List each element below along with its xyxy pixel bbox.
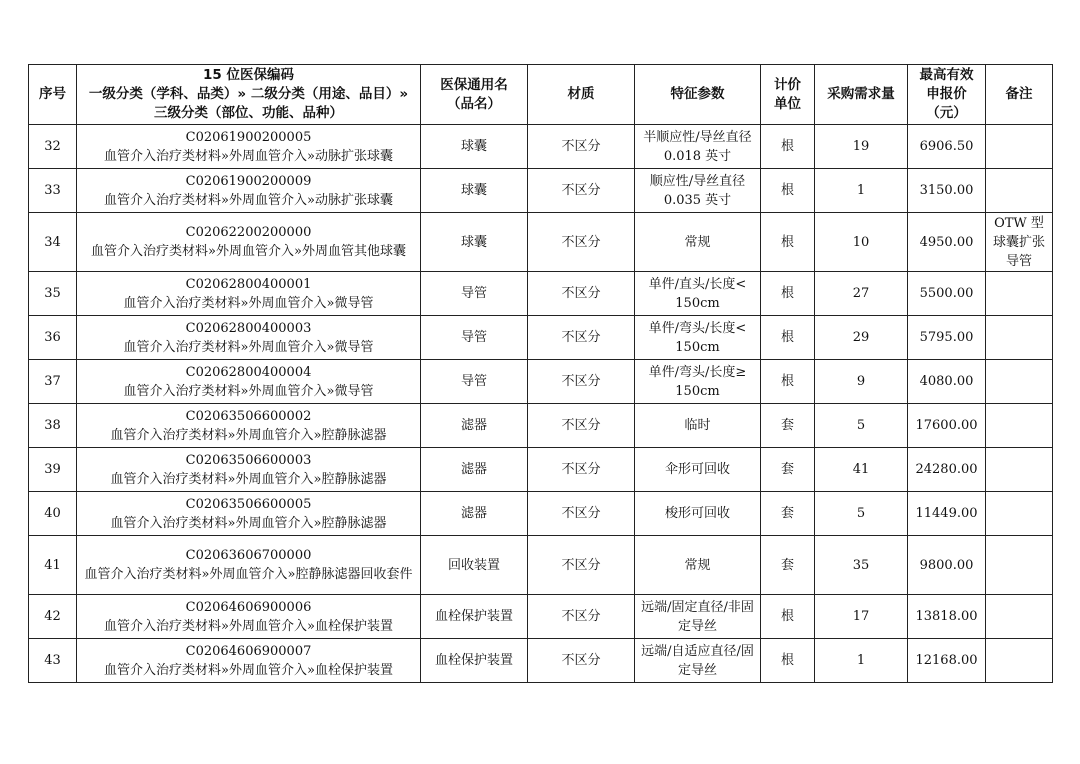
row-name: 球囊 [421, 213, 528, 272]
row-qty: 19 [815, 125, 908, 169]
row-note [986, 448, 1053, 492]
procurement-table [28, 64, 1053, 683]
row-spec: 梭形可回收 [635, 492, 761, 536]
row-material: 不区分 [528, 213, 635, 272]
row-code-number: C02062800400001 [185, 276, 312, 292]
row-price: 17600.00 [908, 404, 986, 448]
row-price: 11449.00 [908, 492, 986, 536]
row-seq: 39 [29, 448, 77, 492]
header-spec: 特征参数 [635, 65, 761, 125]
row-price: 5795.00 [908, 316, 986, 360]
row-code-number: C02063606700000 [185, 548, 312, 563]
row-name: 导管 [421, 272, 528, 316]
table-row [29, 595, 1053, 639]
row-note [986, 492, 1053, 536]
row-seq: 34 [29, 213, 77, 272]
row-note [986, 595, 1053, 639]
row-code [77, 316, 421, 360]
header-name: 医保通用名 （品名） [421, 65, 528, 125]
row-code-number: C02063506600003 [185, 452, 312, 468]
row-name: 滤器 [421, 492, 528, 536]
row-material: 不区分 [528, 492, 635, 536]
table-row [29, 639, 1053, 683]
row-price: 4080.00 [908, 360, 986, 404]
row-category: 血管介入治疗类材料»外周血管介入»动脉扩张球囊 [104, 148, 393, 164]
row-material: 不区分 [528, 316, 635, 360]
row-seq: 33 [29, 169, 77, 213]
row-unit: 根 [761, 125, 815, 169]
row-code [77, 595, 421, 639]
row-price: 6906.50 [908, 125, 986, 169]
row-code-number: C02064606900007 [185, 643, 312, 659]
row-unit: 根 [761, 639, 815, 683]
table-row [29, 536, 1053, 595]
row-qty: 5 [815, 404, 908, 448]
row-seq: 41 [29, 536, 77, 595]
row-unit: 根 [761, 213, 815, 272]
row-spec: 单件/直头/长度< 150cm [635, 272, 761, 316]
row-name: 滤器 [421, 448, 528, 492]
row-spec: 单件/弯头/长度< 150cm [635, 316, 761, 360]
row-name: 回收装置 [421, 536, 528, 595]
row-qty: 29 [815, 316, 908, 360]
row-seq: 42 [29, 595, 77, 639]
row-name: 球囊 [421, 169, 528, 213]
row-price: 3150.00 [908, 169, 986, 213]
row-material: 不区分 [528, 448, 635, 492]
row-spec: 伞形可回收 [635, 448, 761, 492]
row-price: 5500.00 [908, 272, 986, 316]
row-material: 不区分 [528, 169, 635, 213]
row-seq: 43 [29, 639, 77, 683]
row-material: 不区分 [528, 272, 635, 316]
row-code [77, 360, 421, 404]
row-code-number: C02063506600005 [185, 496, 312, 512]
header-qty: 采购需求量 [815, 65, 908, 125]
row-category: 血管介入治疗类材料»外周血管介入»动脉扩张球囊 [104, 192, 393, 208]
row-code [77, 125, 421, 169]
table-row [29, 492, 1053, 536]
row-material: 不区分 [528, 360, 635, 404]
row-category: 血管介入治疗类材料»外周血管介入»外周血管其他球囊 [91, 244, 406, 259]
row-qty: 10 [815, 213, 908, 272]
row-price: 13818.00 [908, 595, 986, 639]
row-qty: 27 [815, 272, 908, 316]
row-unit: 根 [761, 316, 815, 360]
row-name: 导管 [421, 360, 528, 404]
row-qty: 17 [815, 595, 908, 639]
row-category: 血管介入治疗类材料»外周血管介入»微导管 [123, 339, 374, 355]
row-name: 血栓保护装置 [421, 595, 528, 639]
row-qty: 1 [815, 639, 908, 683]
row-price: 4950.00 [908, 213, 986, 272]
row-seq: 32 [29, 125, 77, 169]
row-spec: 远端/固定直径/非固定导丝 [635, 595, 761, 639]
row-spec: 单件/弯头/长度≥ 150cm [635, 360, 761, 404]
row-material: 不区分 [528, 404, 635, 448]
row-spec: 半顺应性/导丝直径 0.018 英寸 [635, 125, 761, 169]
row-qty: 5 [815, 492, 908, 536]
table-row [29, 360, 1053, 404]
row-note [986, 536, 1053, 595]
header-seq: 序号 [29, 65, 77, 125]
row-code [77, 404, 421, 448]
row-price: 12168.00 [908, 639, 986, 683]
row-unit: 根 [761, 169, 815, 213]
row-price: 24280.00 [908, 448, 986, 492]
row-unit: 套 [761, 536, 815, 595]
row-seq: 36 [29, 316, 77, 360]
row-seq: 37 [29, 360, 77, 404]
header-code: 15 位医保编码 一级分类（学科、品类）» 二级分类（用途、品目）» 三级分类（部位、功能、品种） [77, 65, 421, 125]
row-category: 血管介入治疗类材料»外周血管介入»腔静脉滤器 [110, 515, 387, 531]
row-code-number: C02061900200005 [185, 129, 312, 145]
table-body [29, 125, 1053, 683]
row-unit: 根 [761, 360, 815, 404]
row-qty: 41 [815, 448, 908, 492]
header-price: 最高有效 申报价 （元） [908, 65, 986, 125]
row-seq: 35 [29, 272, 77, 316]
row-category: 血管介入治疗类材料»外周血管介入»微导管 [123, 383, 374, 399]
row-code-number: C02062800400004 [185, 364, 312, 380]
row-code-number: C02063506600002 [185, 408, 312, 424]
row-qty: 9 [815, 360, 908, 404]
row-unit: 根 [761, 272, 815, 316]
row-code-number: C02062800400003 [185, 320, 312, 336]
table-row [29, 316, 1053, 360]
row-category: 血管介入治疗类材料»外周血管介入»微导管 [123, 295, 374, 311]
row-note [986, 272, 1053, 316]
row-material: 不区分 [528, 536, 635, 595]
row-category: 血管介入治疗类材料»外周血管介入»腔静脉滤器回收套件 [84, 567, 413, 582]
row-code-number: C02062200200000 [185, 225, 312, 240]
row-code [77, 639, 421, 683]
table-header-row [29, 65, 1053, 125]
row-code [77, 448, 421, 492]
row-qty: 35 [815, 536, 908, 595]
row-note [986, 360, 1053, 404]
header-unit: 计价 单位 [761, 65, 815, 125]
row-note: OTW 型球囊扩张导管 [986, 213, 1053, 272]
row-material: 不区分 [528, 595, 635, 639]
row-name: 滤器 [421, 404, 528, 448]
row-code-number: C02061900200009 [185, 173, 312, 189]
row-qty: 1 [815, 169, 908, 213]
table-row [29, 448, 1053, 492]
row-spec: 常规 [635, 213, 761, 272]
row-spec: 远端/自适应直径/固定导丝 [635, 639, 761, 683]
row-note [986, 316, 1053, 360]
row-name: 导管 [421, 316, 528, 360]
row-spec: 顺应性/导丝直径 0.035 英寸 [635, 169, 761, 213]
row-category: 血管介入治疗类材料»外周血管介入»血栓保护装置 [104, 618, 393, 634]
row-code [77, 213, 421, 272]
row-code [77, 536, 421, 595]
table-row [29, 213, 1053, 272]
row-note [986, 404, 1053, 448]
table-row [29, 404, 1053, 448]
row-code-number: C02064606900006 [185, 599, 312, 615]
row-unit: 套 [761, 448, 815, 492]
row-price: 9800.00 [908, 536, 986, 595]
table-row [29, 125, 1053, 169]
row-note [986, 639, 1053, 683]
row-name: 血栓保护装置 [421, 639, 528, 683]
row-unit: 根 [761, 595, 815, 639]
row-note [986, 169, 1053, 213]
row-category: 血管介入治疗类材料»外周血管介入»腔静脉滤器 [110, 471, 387, 487]
row-category: 血管介入治疗类材料»外周血管介入»腔静脉滤器 [110, 427, 387, 443]
row-code [77, 272, 421, 316]
table-row [29, 169, 1053, 213]
row-spec: 临时 [635, 404, 761, 448]
row-name: 球囊 [421, 125, 528, 169]
table-row [29, 272, 1053, 316]
row-spec: 常规 [635, 536, 761, 595]
row-material: 不区分 [528, 639, 635, 683]
row-material: 不区分 [528, 125, 635, 169]
row-unit: 套 [761, 492, 815, 536]
row-code [77, 169, 421, 213]
row-seq: 38 [29, 404, 77, 448]
header-material: 材质 [528, 65, 635, 125]
row-seq: 40 [29, 492, 77, 536]
row-note [986, 125, 1053, 169]
row-unit: 套 [761, 404, 815, 448]
header-note: 备注 [986, 65, 1053, 125]
row-code [77, 492, 421, 536]
row-category: 血管介入治疗类材料»外周血管介入»血栓保护装置 [104, 662, 393, 678]
